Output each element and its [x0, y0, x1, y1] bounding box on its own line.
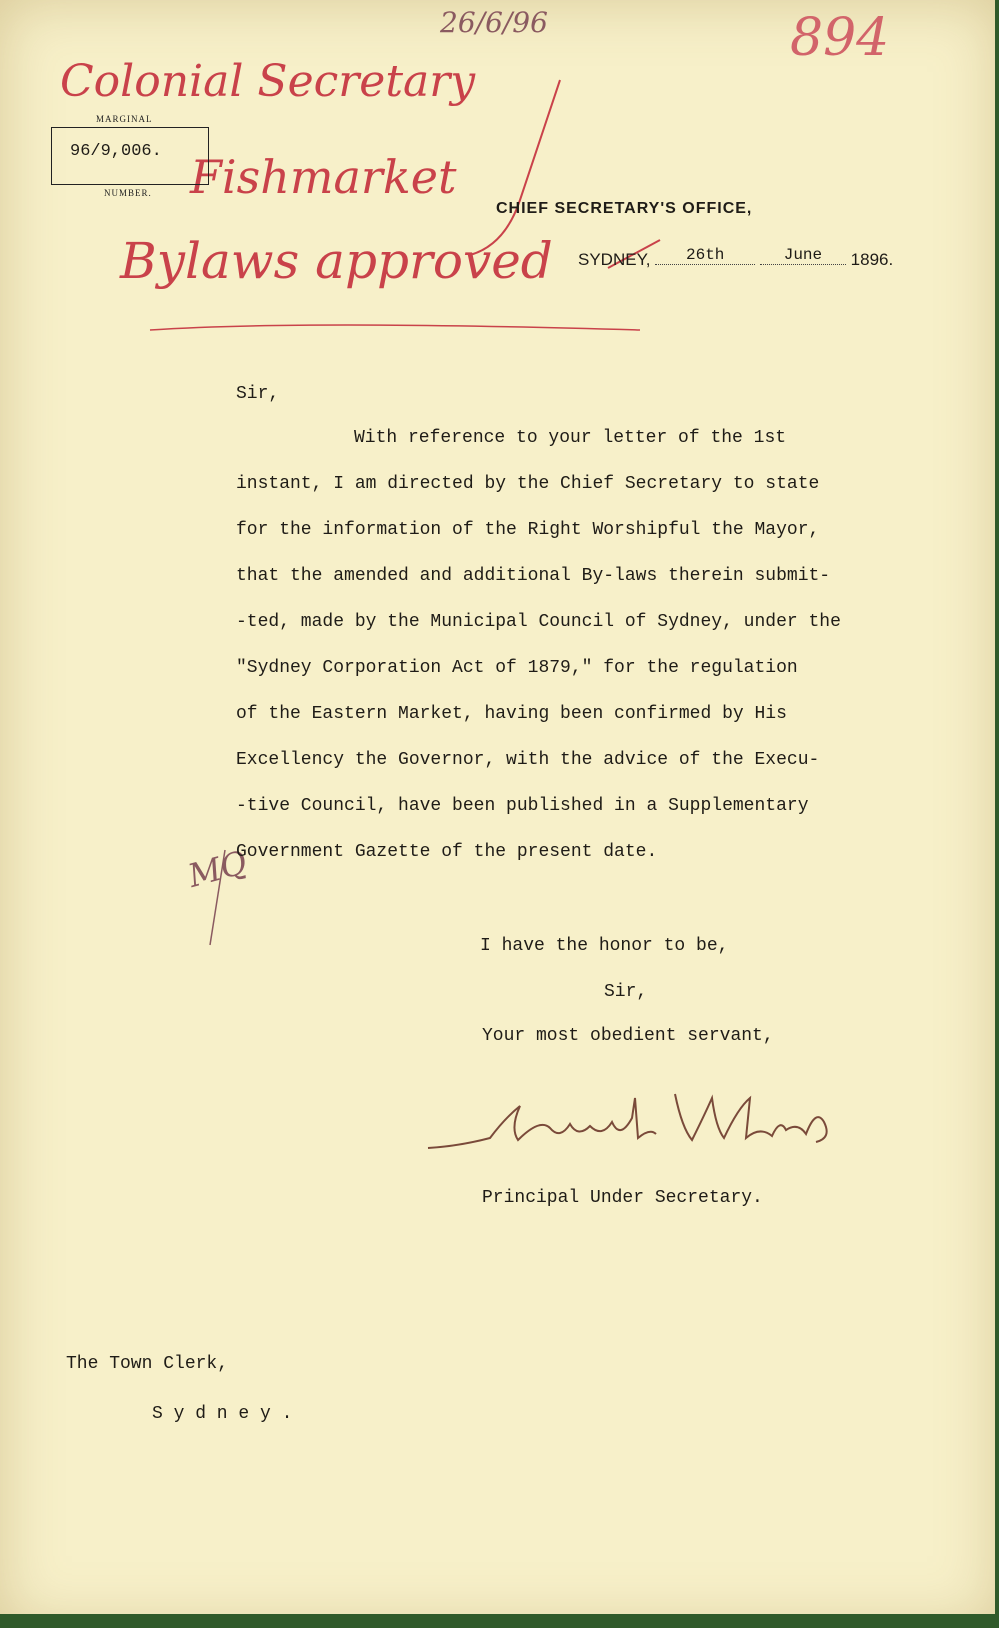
- dateline: [578, 246, 894, 271]
- marginal-number: 96/9,006.: [70, 142, 162, 161]
- marginal-number-box: [51, 127, 209, 185]
- body-line: that the amended and additional By-laws therein submit-: [236, 566, 831, 586]
- body-line: -ted, made by the Municipal Council of Sydney, under the: [236, 612, 841, 632]
- body-line: Government Gazette of the present date.: [236, 842, 658, 862]
- body-line: "Sydney Corporation Act of 1879," for the regulation: [236, 658, 798, 678]
- body-line: Excellency the Governor, with the advice of the Execu-: [236, 750, 820, 770]
- closing-line: Your most obedient servant,: [482, 1026, 774, 1046]
- note-annotation: Bylaws approved: [120, 232, 553, 290]
- body-line: for the information of the Right Worshipful the Mayor,: [236, 520, 820, 540]
- signature: [420, 1078, 860, 1158]
- closing-line: I have the honor to be,: [480, 936, 729, 956]
- salutation: Sir,: [236, 384, 280, 404]
- corner-number-annotation: 894: [790, 8, 890, 68]
- body-line: -tive Council, have been published in a Supplementary: [236, 796, 809, 816]
- recipient: The Town Clerk,: [66, 1354, 229, 1374]
- top-number-annotation: 26/6/96: [440, 6, 548, 39]
- dateline-year: 1896.: [850, 250, 894, 269]
- subject-annotation: Fishmarket: [190, 150, 457, 204]
- dateline-day: 26th: [655, 246, 755, 265]
- initials-annotation: MQ: [184, 843, 251, 895]
- marginal-top-label: MARGINAL: [96, 114, 153, 124]
- body-line: of the Eastern Market, having been confirmed by His: [236, 704, 787, 724]
- closing-line: Sir,: [604, 982, 648, 1002]
- body-line: With reference to your letter of the 1st: [354, 428, 787, 448]
- office-title: CHIEF SECRETARY'S OFFICE,: [496, 200, 753, 217]
- body-line: instant, I am directed by the Chief Secretary to state: [236, 474, 820, 494]
- recipient-city: S y d n e y .: [152, 1404, 293, 1424]
- signer-title: Principal Under Secretary.: [482, 1188, 763, 1208]
- dateline-city: SYDNEY,: [578, 250, 651, 269]
- marginal-bottom-label: NUMBER.: [104, 188, 152, 198]
- dateline-month: June: [760, 246, 846, 265]
- heading-annotation: Colonial Secretary: [60, 56, 476, 107]
